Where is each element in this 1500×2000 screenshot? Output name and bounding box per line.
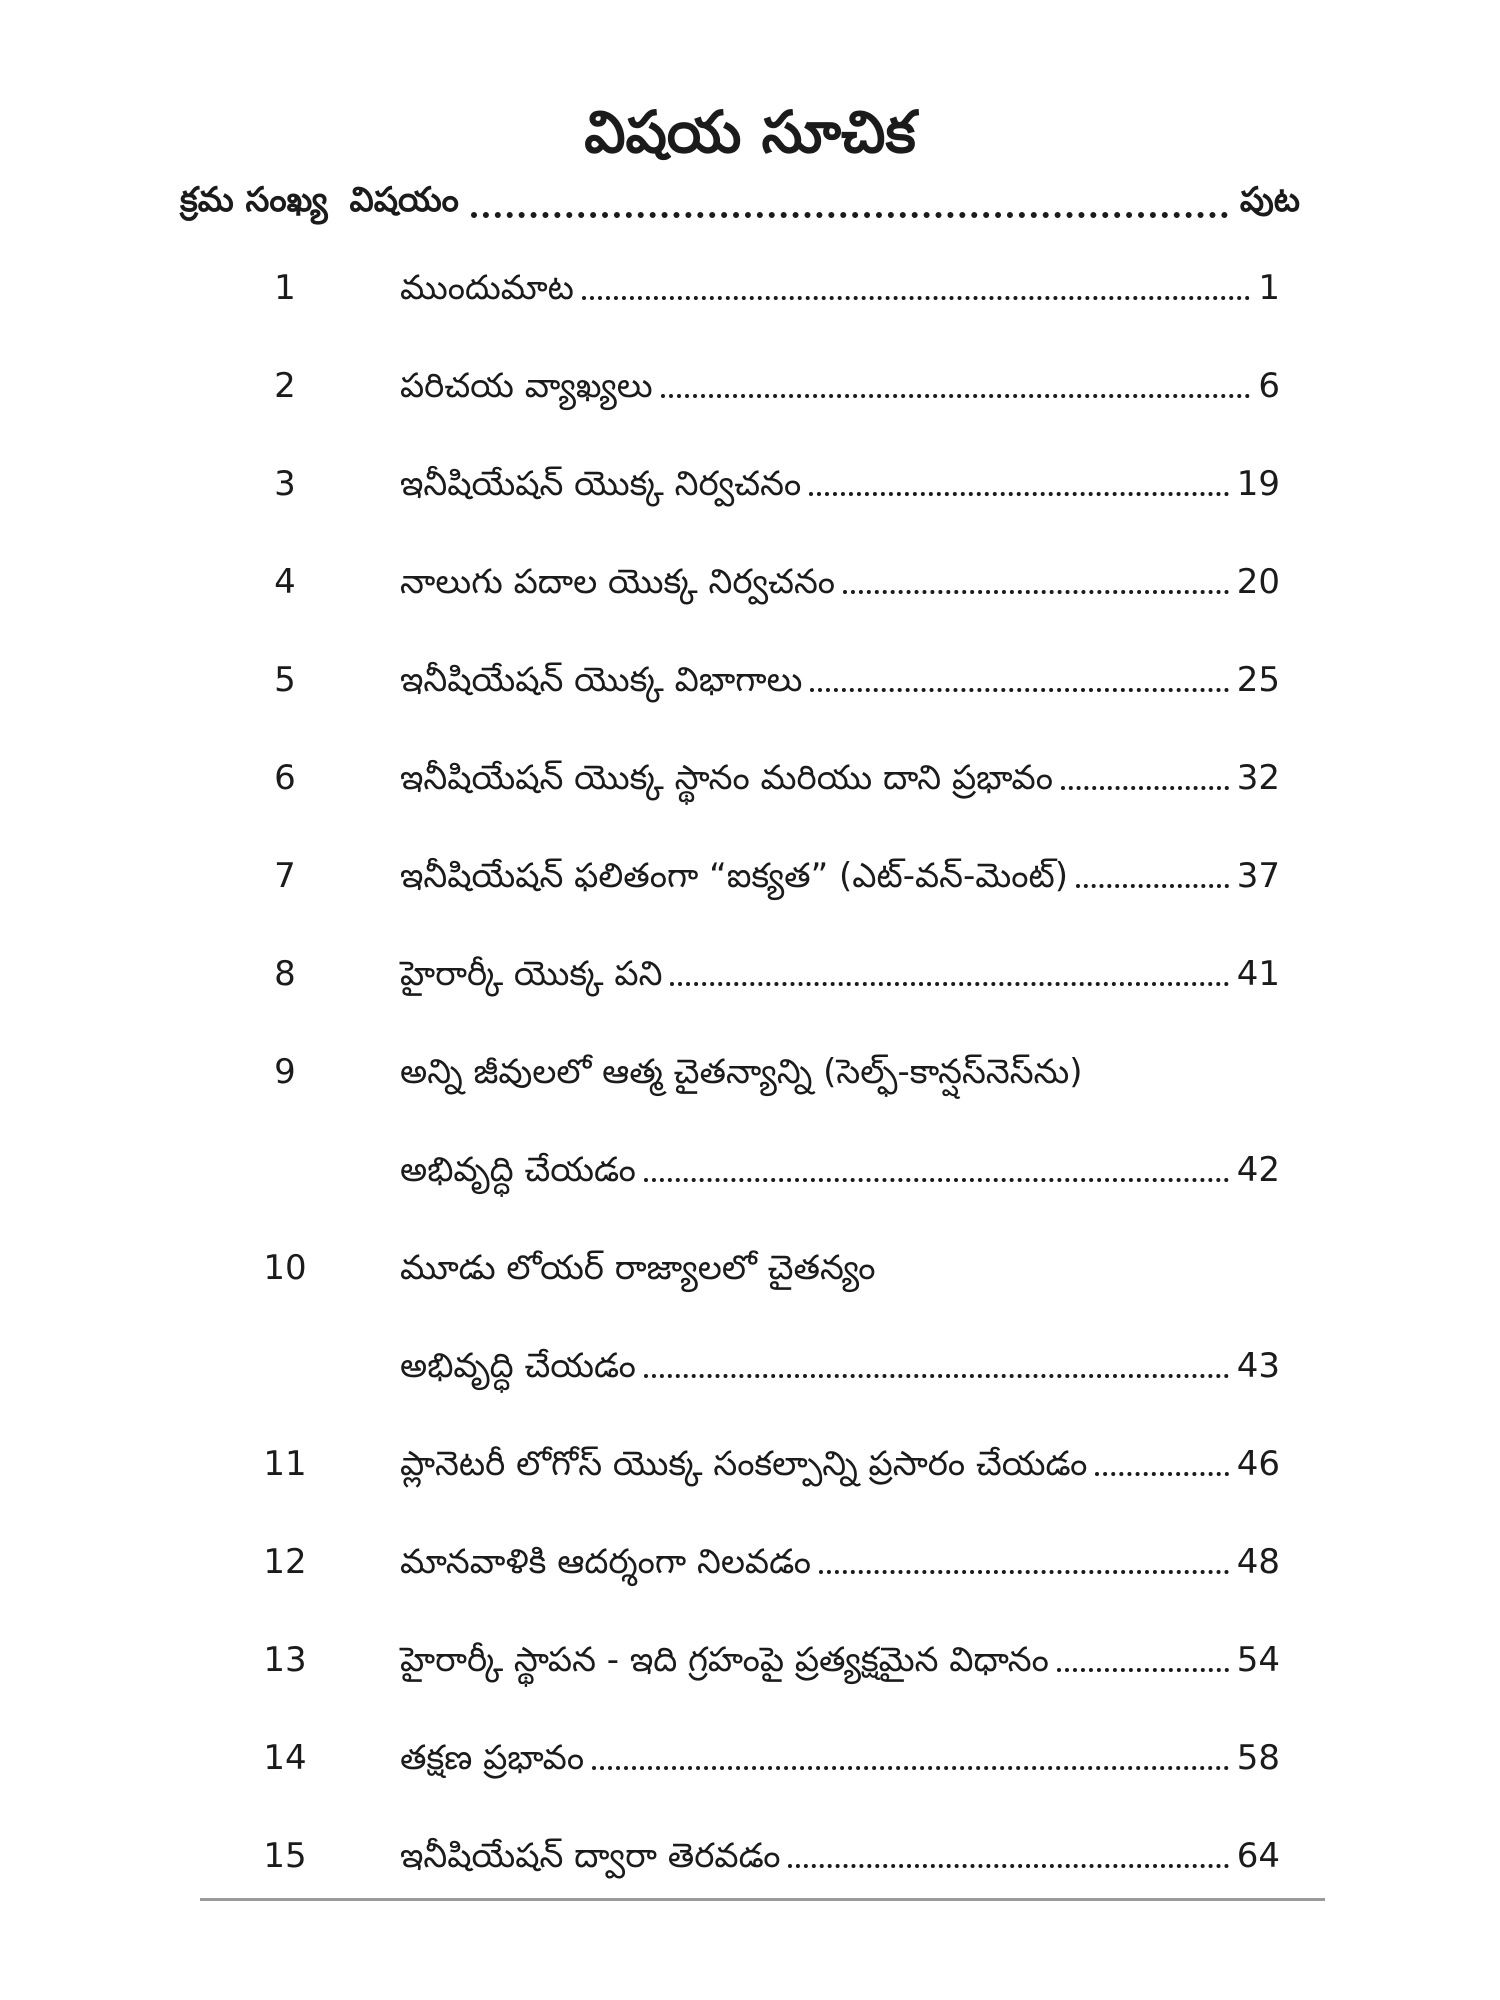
entry-line — [400, 1638, 1280, 1682]
entry-page-number: 25 — [1236, 660, 1280, 700]
entry-line — [400, 1344, 1280, 1388]
entry-page-number: 32 — [1236, 758, 1280, 798]
entry-page-number: 37 — [1236, 856, 1280, 896]
toc-entry — [0, 1130, 1500, 1200]
entry-title: మానవాళికి ఆదర్శంగా నిలవడం — [400, 1542, 811, 1582]
entry-number: 14 — [263, 1738, 307, 1778]
entry-page-number: 41 — [1236, 954, 1280, 994]
entry-number: 5 — [274, 660, 296, 700]
leader-dots — [819, 1570, 1229, 1574]
page-title: విషయ సూచిక — [584, 98, 916, 166]
entry-line — [400, 1050, 1083, 1094]
toc-entry — [0, 1718, 1500, 1788]
toc-entry — [0, 346, 1500, 416]
entry-title: మూడు లోయర్ రాజ్యాలలో చైతన్యం — [400, 1248, 876, 1288]
toc-entry — [0, 1228, 1500, 1298]
entry-page-number: 58 — [1236, 1738, 1280, 1778]
entry-line — [400, 1148, 1280, 1192]
entry-page-number: 54 — [1236, 1640, 1280, 1680]
toc-entry — [0, 444, 1500, 514]
toc-entry — [0, 640, 1500, 710]
entry-title: అన్ని జీవులలో ఆత్మ చైతన్యాన్ని (సెల్ఫ్-కాన్షస్‌నెస్‌ను) — [400, 1052, 1083, 1092]
toc-entry — [0, 1522, 1500, 1592]
entry-line — [400, 364, 1280, 408]
toc-entry — [0, 1816, 1500, 1886]
entry-line — [400, 560, 1280, 604]
leader-dots — [809, 492, 1229, 496]
entry-title: పరిచయ వ్యాఖ్యలు — [400, 366, 653, 406]
entry-title: ప్లానెటరీ లోగోస్ యొక్క సంకల్పాన్ని ప్రసారం చేయడం — [400, 1444, 1088, 1484]
leader-dots — [1057, 1668, 1229, 1672]
toc-entry — [0, 934, 1500, 1004]
entry-title: హైరార్కీ యొక్క పని — [400, 954, 663, 994]
entry-page-number: 42 — [1236, 1150, 1280, 1190]
leader-dots — [1095, 1472, 1228, 1476]
leader-dots — [644, 1178, 1229, 1182]
leader-dots — [843, 590, 1229, 594]
entry-number: 8 — [274, 954, 296, 994]
entry-line — [400, 756, 1280, 800]
entry-page-number: 19 — [1236, 464, 1280, 504]
entry-line — [400, 854, 1280, 898]
entry-title: ఇనీషియేషన్ ఫలితంగా “ఐక్యత” (ఎట్-వన్-మెంట్) — [400, 856, 1069, 896]
entry-line — [400, 1246, 876, 1290]
entry-number: 2 — [274, 366, 296, 406]
entry-page-number: 64 — [1236, 1836, 1280, 1876]
leader-dots — [788, 1864, 1228, 1868]
entry-line — [400, 1540, 1280, 1584]
entry-number: 12 — [263, 1542, 307, 1582]
leader-dots — [1076, 884, 1229, 888]
toc-entry — [0, 1326, 1500, 1396]
entry-page-number: 6 — [1258, 366, 1280, 406]
page-column-label: పుట — [1239, 180, 1300, 220]
entry-line — [400, 1834, 1280, 1878]
entry-number: 11 — [263, 1444, 307, 1484]
leader-dots — [670, 982, 1228, 986]
entry-number: 3 — [274, 464, 296, 504]
subject-column-label: విషయం — [349, 180, 459, 220]
leader-dots — [644, 1374, 1229, 1378]
leader-dots — [471, 212, 1228, 218]
entry-title: అభివృద్ధి చేయడం — [400, 1346, 636, 1386]
entry-line — [400, 266, 1280, 310]
toc-entry — [0, 836, 1500, 906]
entry-page-number: 48 — [1236, 1542, 1280, 1582]
toc-entry — [0, 738, 1500, 808]
entry-number: 7 — [274, 856, 296, 896]
toc-entry — [0, 542, 1500, 612]
leader-dots — [592, 1766, 1229, 1770]
entry-line — [400, 952, 1280, 996]
bottom-rule — [200, 1898, 1325, 1901]
entry-number: 6 — [274, 758, 296, 798]
entry-title: అభివృద్ధి చేయడం — [400, 1150, 636, 1190]
entry-title: హైరార్కీ స్థాపన - ఇది గ్రహంపై ప్రత్యక్షమైన విధానం — [400, 1640, 1049, 1680]
entry-page-number: 46 — [1236, 1444, 1280, 1484]
entry-title: నాలుగు పదాల యొక్క నిర్వచనం — [400, 562, 836, 602]
entry-title: ఇనీషియేషన్ యొక్క విభాగాలు — [400, 660, 803, 700]
entry-number: 9 — [274, 1052, 296, 1092]
toc-entry — [0, 1424, 1500, 1494]
entry-number: 4 — [274, 562, 296, 602]
toc-entry — [0, 248, 1500, 318]
entry-number: 10 — [263, 1248, 307, 1288]
leader-dots — [661, 394, 1251, 398]
entry-title: ఇనీషియేషన్ యొక్క నిర్వచనం — [400, 464, 802, 504]
entry-title: ఇనీషియేషన్ యొక్క స్థానం మరియు దాని ప్రభావం — [400, 758, 1053, 798]
entry-page-number: 20 — [1236, 562, 1280, 602]
entry-line — [400, 1442, 1280, 1486]
entry-title: ఇనీషియేషన్ ద్వారా తెరవడం — [400, 1836, 781, 1876]
entry-page-number: 1 — [1258, 268, 1280, 308]
entry-number: 15 — [263, 1836, 307, 1876]
serial-column-label: క్రమ సంఖ్య — [180, 180, 328, 220]
toc-entry — [0, 1620, 1500, 1690]
toc-header — [180, 168, 1300, 228]
entry-line — [400, 658, 1280, 702]
leader-dots — [810, 688, 1228, 692]
entry-number: 13 — [263, 1640, 307, 1680]
entry-title: ముందుమాట — [400, 268, 574, 308]
toc-entry — [0, 1032, 1500, 1102]
entry-page-number: 43 — [1236, 1346, 1280, 1386]
leader-dots — [582, 296, 1250, 300]
leader-dots — [1061, 786, 1229, 790]
entry-line — [400, 1736, 1280, 1780]
entry-line — [400, 462, 1280, 506]
entry-number: 1 — [274, 268, 296, 308]
entry-title: తక్షణ ప్రభావం — [400, 1738, 585, 1778]
